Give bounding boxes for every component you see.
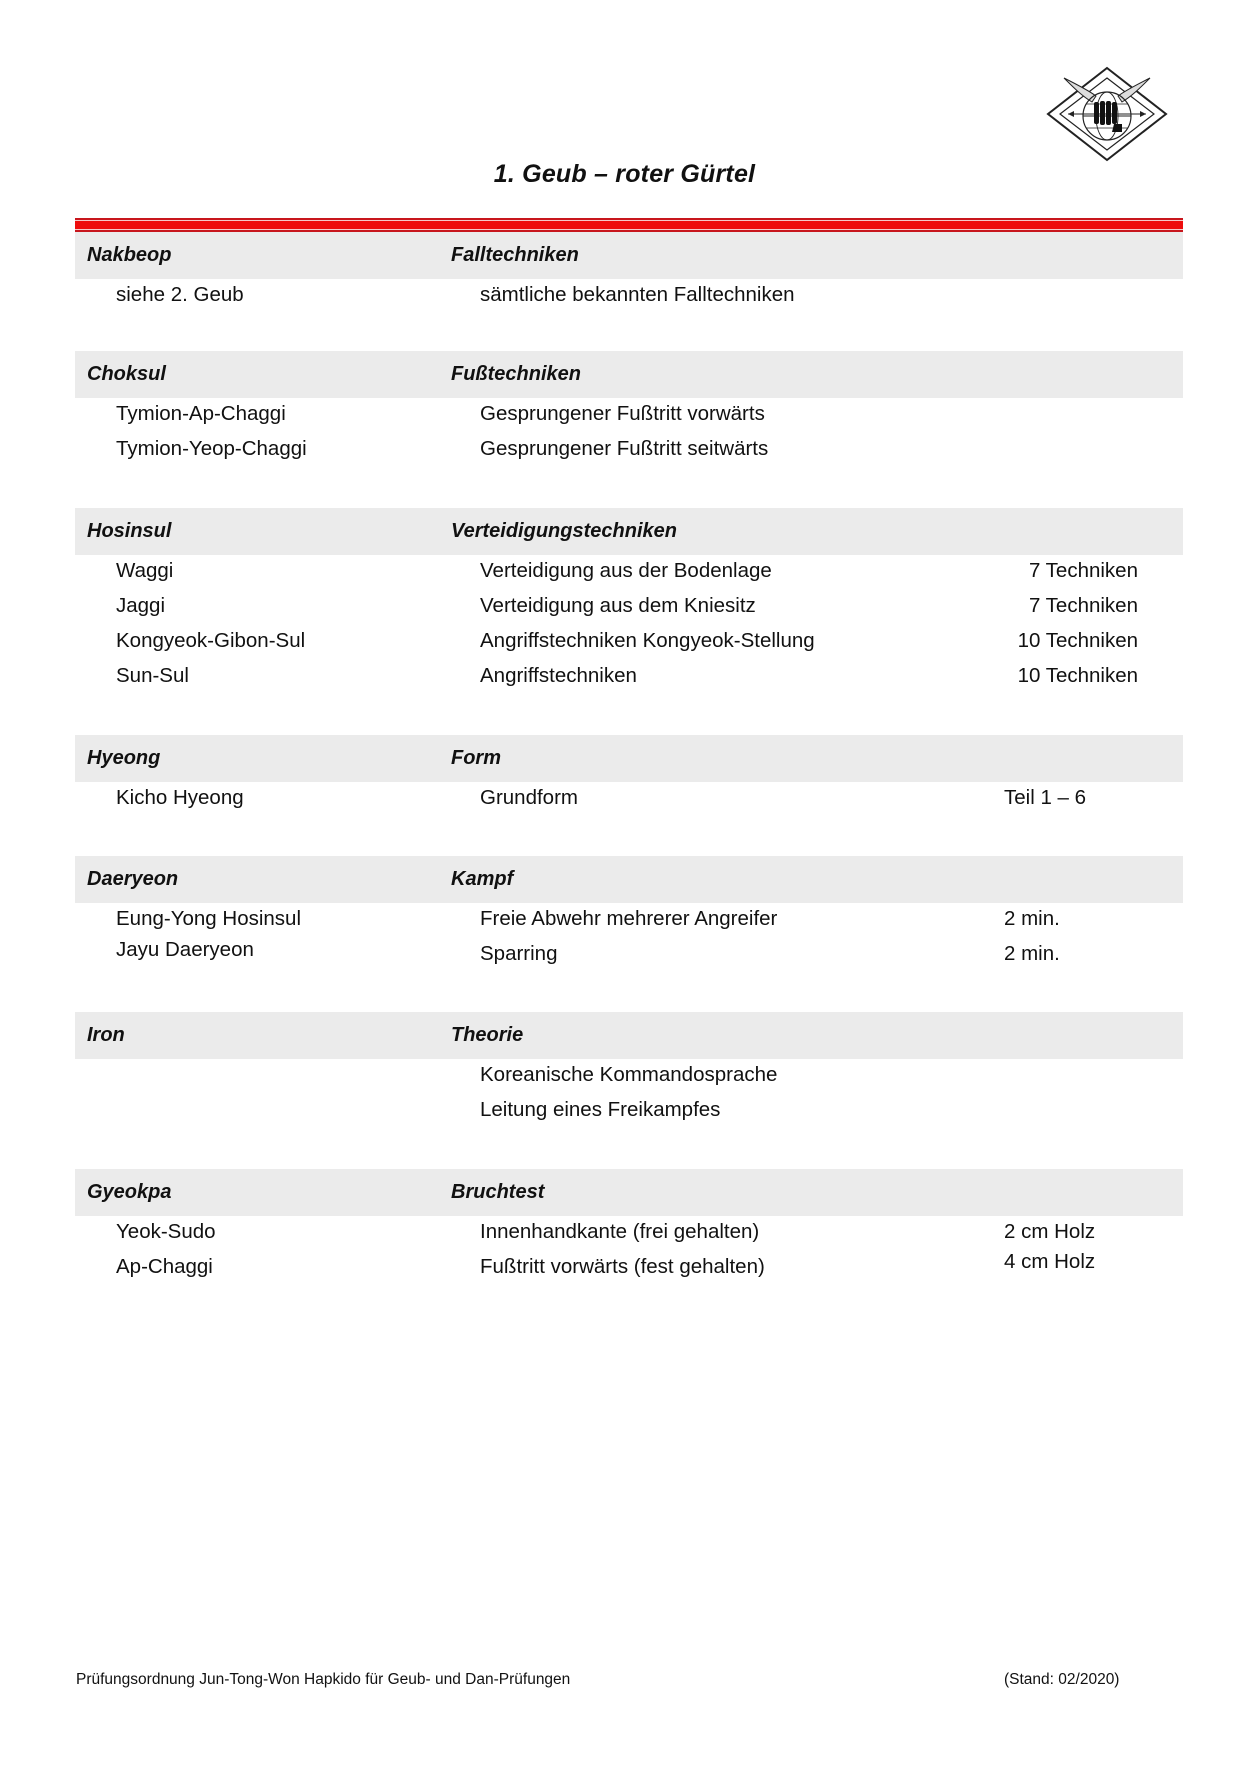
list-item — [75, 1246, 1183, 1281]
technique-korean: Tymion-Ap-Chaggi — [116, 402, 286, 425]
technique-german: Gesprungener Fußtritt vorwärts — [480, 402, 765, 425]
technique-korean: Yeok-Sudo — [116, 1220, 216, 1243]
section-header — [75, 351, 1183, 398]
technique-korean: Ap-Chaggi — [116, 1255, 213, 1278]
section-german-title: Falltechniken — [451, 244, 579, 266]
technique-korean: Eung-Yong Hosinsul — [116, 907, 302, 930]
technique-korean: Tymion-Yeop-Chaggi — [116, 437, 307, 460]
technique-korean: Jaggi — [116, 594, 166, 617]
technique-german: Angriffstechniken Kongyeok-Stellung — [480, 629, 815, 652]
technique-german: Fußtritt vorwärts (fest gehalten) — [480, 1255, 765, 1278]
technique-korean: Sun-Sul — [116, 664, 189, 687]
list-item — [75, 660, 1183, 695]
section-german-title: Kampf — [451, 868, 514, 890]
section-korean-title: Nakbeop — [87, 244, 172, 266]
section-nakbeop — [75, 232, 1183, 314]
technique-korean: siehe 2. Geub — [116, 283, 244, 306]
list-item — [75, 398, 1183, 433]
theory-topic: Leitung eines Freikampfes — [480, 1098, 721, 1121]
list-item — [75, 934, 1183, 969]
footer-document-title: Prüfungsordnung Jun-Tong-Won Hapkido für Geub- und Dan-Prüfungen — [76, 1671, 571, 1688]
section-header — [75, 735, 1183, 782]
page-title: 1. Geub – roter Gürtel — [493, 160, 756, 188]
section-german-title: Fußtechniken — [451, 363, 582, 385]
section-header — [75, 1169, 1183, 1216]
list-item — [75, 279, 1183, 314]
list-item — [75, 782, 1183, 817]
section-korean-title: Hyeong — [87, 747, 161, 769]
technique-duration: 2 min. — [1004, 907, 1060, 930]
section-choksul — [75, 351, 1183, 468]
technique-german: Angriffstechniken — [480, 664, 637, 687]
jun-tong-won-hapkido-logo-icon — [1044, 66, 1170, 162]
theory-topic: Koreanische Kommandosprache — [480, 1063, 778, 1086]
list-item — [75, 625, 1183, 660]
section-header — [75, 508, 1183, 555]
section-header — [75, 1012, 1183, 1059]
technique-count: 10 Techniken — [1017, 664, 1138, 687]
technique-german: Grundform — [480, 786, 578, 809]
section-german-title: Form — [451, 747, 501, 769]
section-iron — [75, 1012, 1183, 1129]
technique-german: Verteidigung aus der Bodenlage — [480, 559, 772, 582]
section-korean-title: Daeryeon — [87, 868, 179, 890]
section-gyeokpa — [75, 1169, 1183, 1281]
section-german-title: Bruchtest — [451, 1181, 545, 1203]
section-korean-title: Choksul — [87, 363, 166, 385]
board-thickness: 2 cm Holz — [1004, 1220, 1096, 1243]
section-korean-title: Hosinsul — [87, 520, 172, 542]
section-header — [75, 856, 1183, 903]
list-item — [75, 590, 1183, 625]
list-item — [75, 903, 1183, 934]
technique-count: 10 Techniken — [1017, 629, 1138, 652]
technique-detail: Teil 1 – 6 — [1004, 786, 1087, 809]
technique-german: Sparring — [480, 942, 558, 965]
technique-korean: Jayu Daeryeon — [116, 938, 254, 961]
list-item — [75, 1094, 1183, 1129]
section-german-title: Verteidigungstechniken — [451, 520, 677, 542]
footer-version-date: (Stand: 02/2020) — [1004, 1671, 1120, 1688]
section-header — [75, 232, 1183, 279]
board-thickness: 4 cm Holz — [1004, 1250, 1096, 1273]
technique-german: Freie Abwehr mehrerer Angreifer — [480, 907, 778, 930]
technique-korean: Kongyeok-Gibon-Sul — [116, 629, 306, 652]
technique-count: 7 Techniken — [1028, 559, 1138, 582]
red-divider — [75, 218, 1183, 232]
section-daeryeon — [75, 856, 1183, 969]
list-item — [75, 433, 1183, 468]
technique-korean: Kicho Hyeong — [116, 786, 244, 809]
list-item — [75, 1216, 1183, 1246]
technique-german: Gesprungener Fußtritt seitwärts — [480, 437, 769, 460]
technique-count: 7 Techniken — [1028, 594, 1138, 617]
section-german-title: Theorie — [451, 1024, 524, 1046]
technique-german: Innenhandkante (frei gehalten) — [480, 1220, 760, 1243]
technique-duration: 2 min. — [1004, 942, 1060, 965]
list-item — [75, 1059, 1183, 1094]
section-hosinsul — [75, 508, 1183, 695]
list-item — [75, 555, 1183, 590]
technique-german: sämtliche bekannten Falltechniken — [480, 283, 795, 306]
technique-korean: Waggi — [116, 559, 174, 582]
section-korean-title: Gyeokpa — [87, 1181, 172, 1203]
section-hyeong — [75, 735, 1183, 817]
technique-german: Verteidigung aus dem Kniesitz — [480, 594, 756, 617]
section-korean-title: Iron — [87, 1024, 125, 1046]
